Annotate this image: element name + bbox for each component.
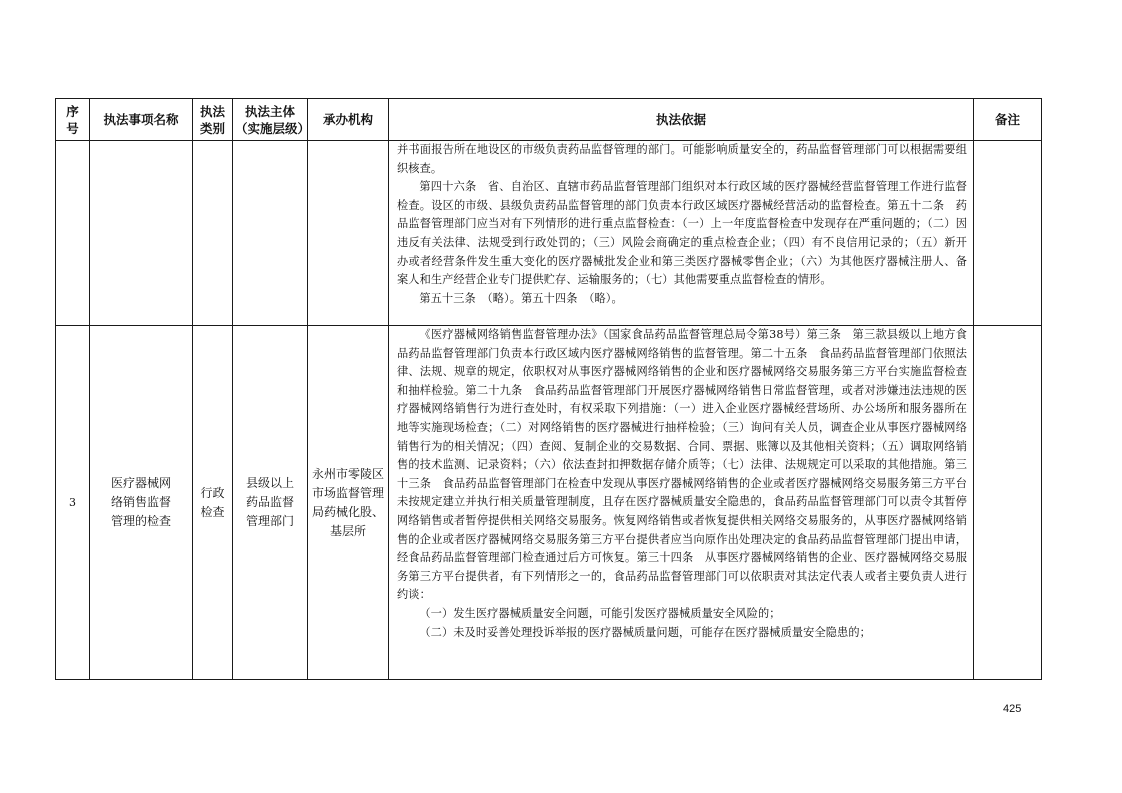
basis-paragraph: 第四十六条 省、自治区、直辖市药品监督管理部门组织对本行政区域的医疗器械经营监督管理工作进行监督检查。设区的市级、县级负责药品监督管理的部门负责本行政区域医疗器械经营活动的监督检查。第五十二条 药品监督管理部门应当对有下列情形的进行重点监督检查：（一）上一年度监督检查中发现存在严重问题的；（二）因违反有关法律、法规受到行政处罚的；（三）风险会商确定的重点检查企业；（四）有不良信用记录的；（五）新开办或者经营条件发生重大变化的医疗器械批发企业和第三类医疗器械零售企业；（六）为其他医疗器械注册人、备案人和生产经营企业专门提供贮存、运输服务的；（七）其他需要重点监督检查的情形。 bbox=[397, 180, 967, 287]
basis-paragraph: （二）未及时妥善处理投诉举报的医疗器械质量问题，可能存在医疗器械质量安全隐患的； bbox=[419, 625, 871, 639]
cell-seq bbox=[56, 141, 90, 326]
cell-subject: 县级以上药品监督管理部门 bbox=[233, 326, 308, 680]
table-header-row bbox=[56, 99, 1042, 141]
header-basis: 执法依据 bbox=[389, 99, 974, 141]
table-row bbox=[56, 141, 1042, 326]
cell-basis bbox=[389, 326, 974, 680]
basis-paragraph: 并书面报告所在地设区的市级负责药品监督管理的部门。可能影响质量安全的，药品监督管理部门可以根据需要组织核查。 bbox=[397, 143, 967, 175]
header-remark: 备注 bbox=[974, 99, 1042, 141]
cell-subject bbox=[233, 141, 308, 326]
page-number: 425 bbox=[1003, 703, 1022, 715]
cell-category bbox=[193, 141, 233, 326]
header-item-name: 执法事项名称 bbox=[90, 99, 193, 141]
cell-item-name: 医疗器械网络销售监督管理的检查 bbox=[90, 326, 193, 680]
cell-remark bbox=[974, 141, 1042, 326]
cell-remark bbox=[974, 326, 1042, 680]
cell-agency: 永州市零陵区市场监督管理局药械化股、基层所 bbox=[308, 326, 389, 680]
basis-paragraph: 《医疗器械网络销售监督管理办法》（国家食品药品监督管理总局令第38号）第三条 第三款县级以上地方食品药品监督管理部门负责本行政区域内医疗器械网络销售的监督管理。第二十五条 食品药品监督管理部门依照法律、法规、规章的规定，依职权对从事医疗器械网络销售的企业和医疗器械网络交易服务第三方平台实施监督检查和抽样检验。第二十九条 食品药品监督管理部门开展医疗器械网络销售日常监督管理，或者对涉嫌违法违规的医疗器械网络销售行为进行查处时，有权采取下列措施：（一）进入企业医疗器械经营场所、办公场所和服务器所在地等实施现场检查；（二）对网络销售的医疗器械进行抽样检验；（三）询问有关人员，调查企业从事医疗器械网络销售行为的相关情况；（四）查阅、复制企业的交易数据、合同、票据、账簿以及其他相关资料；（五）调取网络销售的技术监测、记录资料；（六）依法查封扣押数据存储介质等；（七）法律、法规规定可以采取的其他措施。第三十三条 食品药品监督管理部门在检查中发现从事医疗器械网络销售的企业或者医疗器械网络交易服务第三方平台未按规定建立并执行相关质量管理制度，且存在医疗器械质量安全隐患的，食品药品监督管理部门可以责令其暂停网络销售或者暂停提供相关网络交易服务。恢复网络销售或者恢复提供相关网络交易服务的，从事医疗器械网络销售的企业或者医疗器械网络交易服务第三方平台提供者应当向原作出处理决定的食品药品监督管理部门提出申请，经食品药品监督管理部门检查通过后方可恢复。第三十四条 从事医疗器械网络销售的企业、医疗器械网络交易服务第三方平台提供者，有下列情形之一的，食品药品监督管理部门可以依职责对其法定代表人或者主要负责人进行约谈： bbox=[397, 328, 967, 602]
cell-agency bbox=[308, 141, 389, 326]
header-seq: 序号 bbox=[56, 99, 90, 141]
header-agency: 承办机构 bbox=[308, 99, 389, 141]
cell-category: 行政检查 bbox=[193, 326, 233, 680]
basis-paragraph: 第五十三条 （略）。第五十四条 （略）。 bbox=[419, 291, 623, 305]
table-row bbox=[56, 326, 1042, 680]
cell-basis bbox=[389, 141, 974, 326]
enforcement-table bbox=[55, 98, 1042, 680]
header-category: 执法类别 bbox=[193, 99, 233, 141]
basis-paragraph: （一）发生医疗器械质量安全问题，可能引发医疗器械质量安全风险的； bbox=[419, 606, 781, 620]
cell-seq: 3 bbox=[56, 326, 90, 680]
header-subject: 执法主体（实施层级） bbox=[233, 99, 308, 141]
cell-item-name bbox=[90, 141, 193, 326]
